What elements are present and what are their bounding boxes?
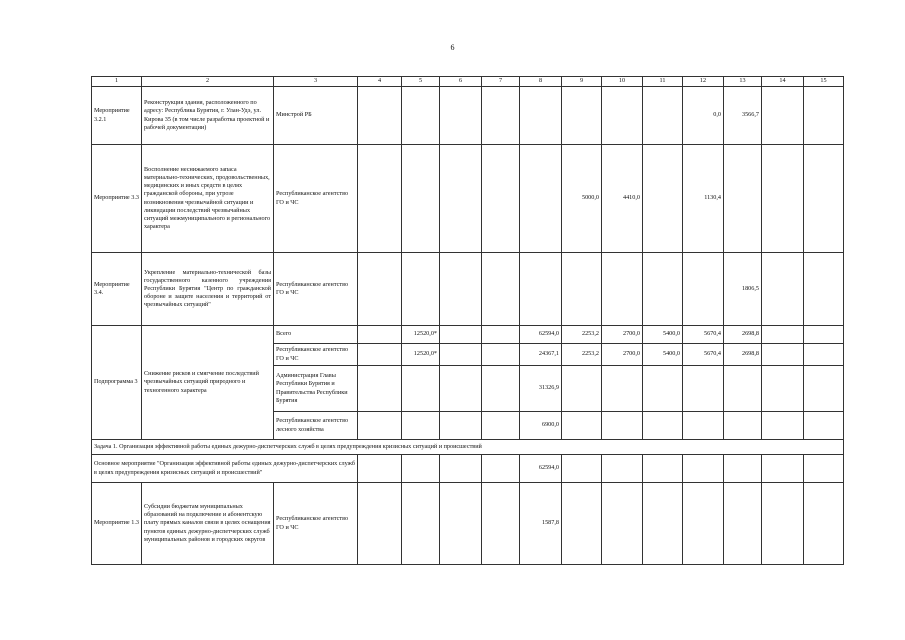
table-row (92, 326, 844, 344)
executor: Республиканское агентство ГО и ЧС (274, 253, 358, 326)
value-cell: 1587,8 (520, 483, 562, 565)
subprogram-description: Снижение рисков и смягчение последствий чрезвычайных ситуаций природного и техногенного характера (142, 326, 274, 440)
main-event-description: Основное мероприятие "Организация эффективной работы единых дежурно-диспетчерских служб в целях предупреждения кризисных ситуаций и происшествий" (92, 455, 358, 483)
value-cell: 6900,0 (520, 412, 562, 440)
value-cell: 2700,0 (602, 326, 643, 344)
executor: Администрация Главы Республики Бурятия и Правительства Республики Бурятия (274, 366, 358, 412)
event-label: Мероприятие 3.4. (92, 253, 142, 326)
value-cell: 31326,9 (520, 366, 562, 412)
value-cell: 2698,8 (724, 344, 762, 366)
event-description: Укрепление материально-технической базы государственного казенного учреждения Республики Бурятия "Центр по гражданской обороне и защите населения и территорий от чрезвычайных ситуаций" (142, 253, 274, 326)
value-cell: 2700,0 (602, 344, 643, 366)
value-cell: 5670,4 (683, 344, 724, 366)
value-cell: 1806,5 (724, 253, 762, 326)
event-description: Субсидии бюджетам муниципальных образований на подключение и абонентскую плату прямых каналов связи в целях оснащения пунктов единых дежурно-диспетчерских служб муниципальных районов и городских округов (142, 483, 274, 565)
value-cell: 12520,0* (402, 326, 440, 344)
executor: Республиканское агентство ГО и ЧС (274, 483, 358, 565)
executor: Всего (274, 326, 358, 344)
col-header: 12 (683, 77, 724, 87)
executor: Минстрой РБ (274, 87, 358, 145)
value-cell: 24367,1 (520, 344, 562, 366)
col-header: 2 (142, 77, 274, 87)
value-cell: 62594,0 (520, 326, 562, 344)
col-header: 9 (562, 77, 602, 87)
value-cell: 4410,0 (602, 145, 643, 253)
subprogram-label: Подпрограмма 3 (92, 326, 142, 440)
col-header: 3 (274, 77, 358, 87)
value-cell: 5400,0 (643, 344, 683, 366)
value-cell: 0,0 (683, 87, 724, 145)
value-cell: 5670,4 (683, 326, 724, 344)
value-cell: 2253,2 (562, 344, 602, 366)
col-header: 8 (520, 77, 562, 87)
event-description: Восполнение неснижаемого запаса материально-технических, продовольственных, медицинских и иных средств в целях гражданской обороны, при угрозе возникновения чрезвычайной ситуации и ликвидации последствий чрезвычайных ситуаций межмуниципального и регионального характера (142, 145, 274, 253)
col-header: 5 (402, 77, 440, 87)
value-cell: 1130,4 (683, 145, 724, 253)
table-row (92, 145, 844, 253)
table-row (92, 483, 844, 565)
col-header: 1 (92, 77, 142, 87)
executor: Республиканское агентство лесного хозяйства (274, 412, 358, 440)
executor: Республиканское агентство ГО и ЧС (274, 145, 358, 253)
value-cell: 5000,0 (562, 145, 602, 253)
table-row (92, 87, 844, 145)
value-cell: 3566,7 (724, 87, 762, 145)
col-header: 13 (724, 77, 762, 87)
event-label: Мероприятие 1.3 (92, 483, 142, 565)
col-header: 7 (482, 77, 520, 87)
col-header: 10 (602, 77, 643, 87)
value-cell: 12520,0* (402, 344, 440, 366)
table-row (92, 253, 844, 326)
value-cell: 5400,0 (643, 326, 683, 344)
page-number: 6 (450, 43, 455, 52)
budget-table (91, 76, 844, 565)
event-description: Реконструкция здания, расположенного по адресу: Республика Бурятия, г. Улан-Удэ, ул. Кирова 35 (в том числе разработка проектной и рабочей документации) (142, 87, 274, 145)
column-header-row (92, 77, 844, 87)
task-row (92, 440, 844, 455)
col-header: 14 (762, 77, 804, 87)
executor: Республиканское агентство ГО и ЧС (274, 344, 358, 366)
event-label: Мероприятие 3.2.1 (92, 87, 142, 145)
value-cell: 62594,0 (520, 455, 562, 483)
event-label: Мероприятие 3.3 (92, 145, 142, 253)
value-cell: 2253,2 (562, 326, 602, 344)
task-heading: Задача 1. Организация эффективной работы единых дежурно-диспетчерских служб в целях предупреждения кризисных ситуаций и происшествий (92, 440, 844, 455)
col-header: 15 (804, 77, 844, 87)
col-header: 11 (643, 77, 683, 87)
col-header: 4 (358, 77, 402, 87)
col-header: 6 (440, 77, 482, 87)
value-cell: 2698,8 (724, 326, 762, 344)
table-row (92, 455, 844, 483)
